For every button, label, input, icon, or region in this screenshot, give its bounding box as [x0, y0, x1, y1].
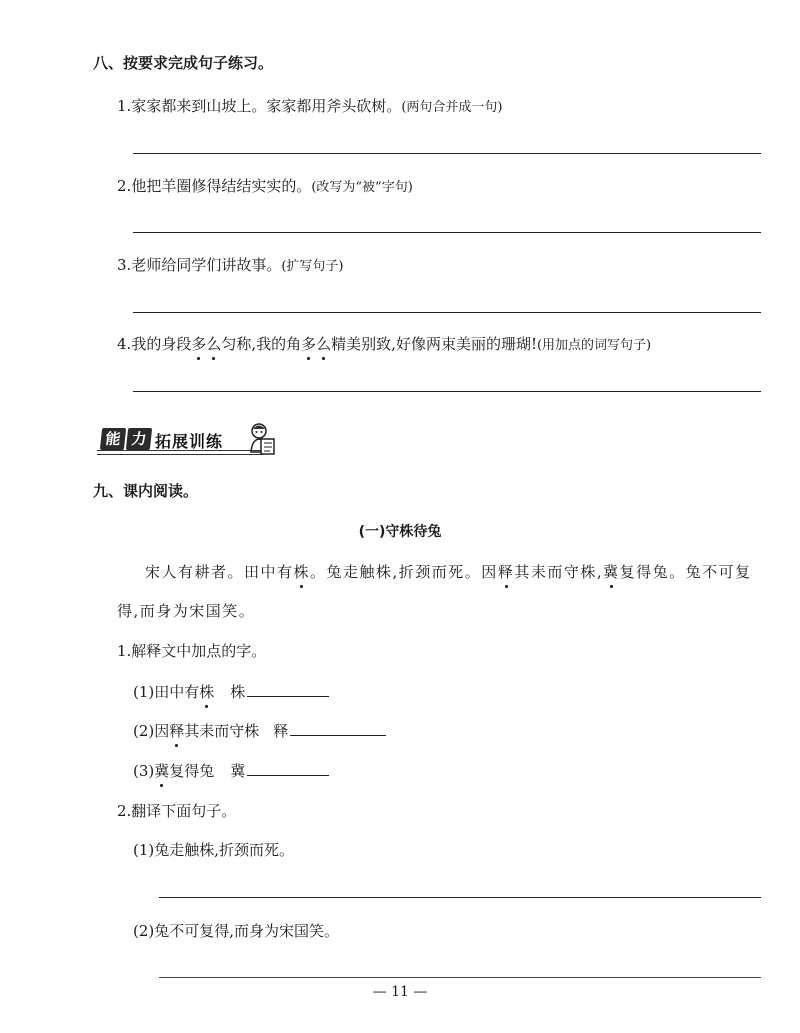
- answer-line-8-3[interactable]: [133, 312, 761, 313]
- answer-line-8-4[interactable]: [133, 391, 761, 392]
- banner-underline: [97, 450, 263, 455]
- passage-text: 复得兔。兔不可复: [619, 563, 752, 581]
- dotted-char: 多: [191, 335, 207, 353]
- question-9-2-label: 2.翻译下面句子。: [117, 802, 237, 820]
- item-text: (1)田中有: [133, 683, 200, 701]
- answer-line-8-2[interactable]: [133, 232, 761, 233]
- question-8-3: [117, 254, 343, 275]
- question-number: 3.: [117, 256, 132, 274]
- dotted-char: 冀: [154, 762, 170, 780]
- question-text-part: 匀称,我的角: [221, 335, 302, 353]
- question-9-1-item-2: [133, 720, 386, 741]
- answer-blank[interactable]: [247, 682, 329, 697]
- item-text: 其耒而守株: [184, 722, 260, 740]
- dotted-char: 释: [497, 563, 515, 581]
- passage-text: 宋人有耕者。田中有: [145, 563, 294, 581]
- question-9-2-item-2: (2)兔不可复得,而身为宋国笑。: [133, 922, 340, 940]
- item-word: 释: [273, 722, 289, 740]
- item-word: 冀: [230, 762, 246, 780]
- passage-title: [0, 521, 800, 541]
- footer-rule: [159, 977, 761, 978]
- dotted-char: 冀: [603, 563, 620, 581]
- section-8-heading: 八、按要求完成句子练习。: [93, 54, 274, 72]
- dotted-char: 么: [206, 335, 222, 353]
- student-reading-icon: [245, 422, 279, 458]
- answer-line-9-2-1[interactable]: [159, 897, 761, 898]
- item-text: (2)因: [133, 722, 170, 740]
- question-text-part: 精美别致,好像两束美丽的珊瑚!: [331, 335, 537, 353]
- item-word: 株: [230, 683, 246, 701]
- passage-text: 其耒而守株,: [514, 563, 604, 581]
- dotted-char: 株: [293, 563, 311, 581]
- passage-title-text: (一)守株待兔: [358, 524, 442, 540]
- dotted-char: 多: [301, 335, 317, 353]
- item-text: (3): [133, 762, 155, 780]
- dotted-char: 株: [199, 683, 215, 701]
- passage-text: 。兔走触株,折颈而死。因: [310, 563, 498, 581]
- answer-line-8-1[interactable]: [133, 153, 761, 154]
- answer-blank[interactable]: [247, 761, 329, 776]
- question-number: 2.: [117, 177, 132, 195]
- question-8-2: [117, 175, 413, 196]
- question-text: 老师给同学们讲故事。: [131, 256, 282, 274]
- section-9-heading: 九、课内阅读。: [93, 482, 199, 500]
- question-text-part: 我的身段: [131, 335, 192, 353]
- banner-title: 拓展训练: [155, 432, 224, 451]
- question-note: (两句合并成一句): [401, 100, 503, 115]
- question-note: (改写为“被”字句): [311, 180, 413, 195]
- question-note: (扩写句子): [281, 259, 344, 274]
- question-9-1-label: 1.解释文中加点的字。: [117, 642, 267, 660]
- dotted-char: 么: [316, 335, 332, 353]
- question-9-2-item-1: (1)兔走触株,折颈而死。: [133, 841, 295, 859]
- footer: [0, 984, 800, 1000]
- question-9-1-item-3: [133, 760, 329, 781]
- passage-line-2: 得,而身为宋国笑。: [117, 602, 256, 620]
- section-banner: [93, 422, 283, 458]
- question-8-1: [117, 95, 502, 116]
- banner-badge: 力: [126, 428, 152, 450]
- item-text: 复得兔: [169, 762, 215, 780]
- question-text: 他把羊圈修得结结实实的。: [131, 177, 312, 195]
- answer-blank[interactable]: [290, 721, 386, 736]
- question-text: 家家都来到山坡上。家家都用斧头砍树。: [131, 97, 402, 115]
- question-8-4: [117, 333, 651, 354]
- banner-badge: 能: [100, 428, 126, 450]
- question-number: 1.: [117, 97, 132, 115]
- passage-line-1: [145, 561, 752, 582]
- question-number: 4.: [117, 335, 132, 353]
- question-note: (用加点的词写句子): [536, 338, 652, 353]
- dotted-char: 释: [169, 722, 185, 740]
- question-9-1-item-1: [133, 681, 329, 702]
- page-number: — 11 —: [372, 984, 428, 1000]
